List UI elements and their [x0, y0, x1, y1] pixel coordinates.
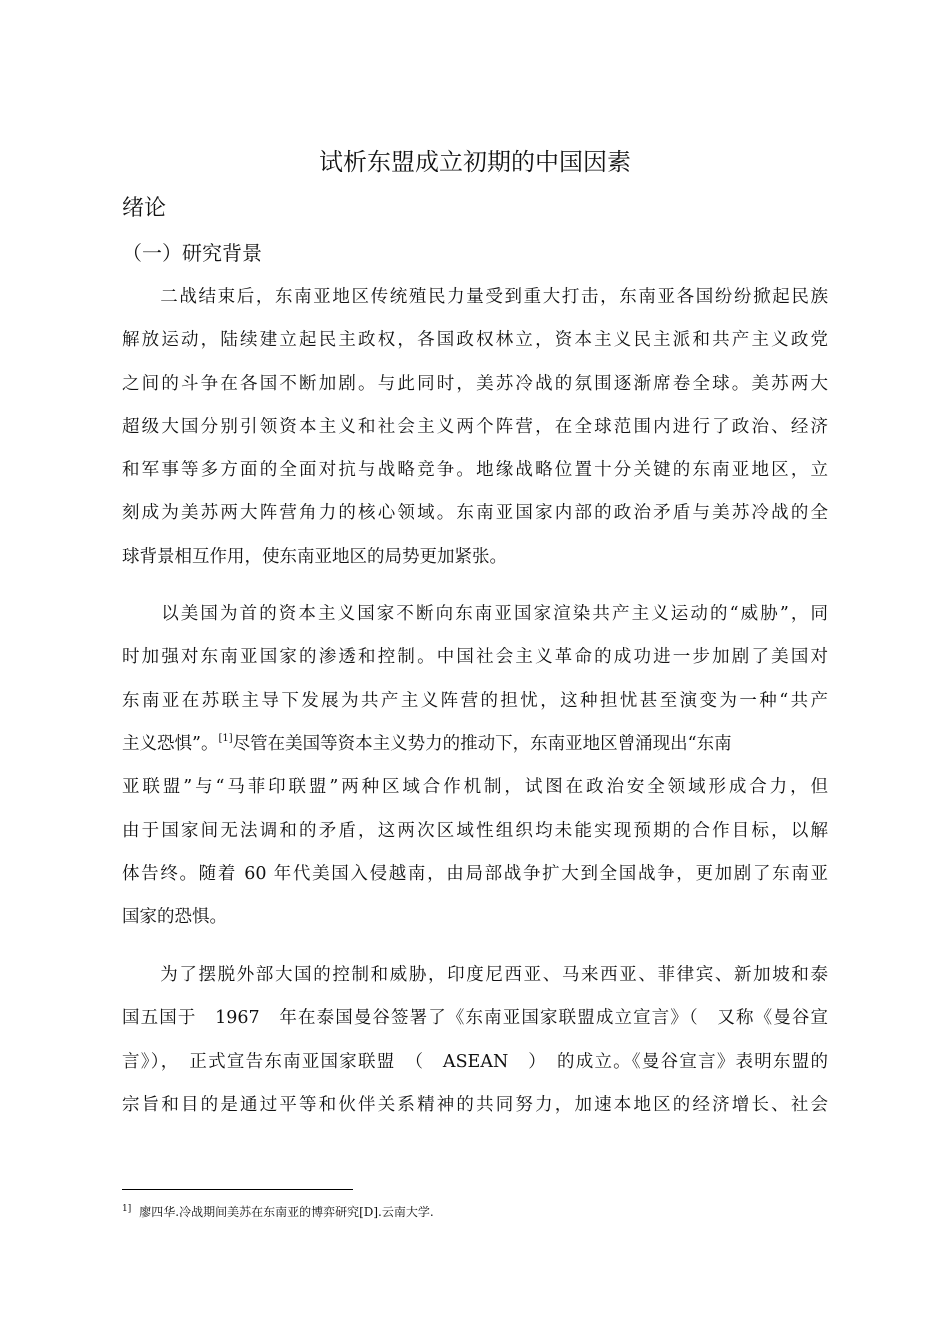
body-line: 二战结束后，东南亚地区传统殖民力量受到重大打击，东南亚各国纷纷掀起民族 — [122, 287, 828, 307]
footnote-separator — [122, 1189, 353, 1190]
body-line: 国五国于 1967 年在泰国曼谷签署了《东南亚国家联盟成立宣言》（ 又称《曼谷宣 — [122, 1008, 828, 1028]
document-title: 试析东盟成立初期的中国因素 — [319, 148, 631, 176]
body-line: 超级大国分别引领资本主义和社会主义两个阵营，在全球范围内进行了政治、经济 — [122, 417, 828, 437]
body-line-with-citation — [122, 731, 828, 760]
body-text: 尽管在美国等资本主义势力的推动下，东南亚地区曾涌现出“东南 — [232, 734, 732, 754]
body-line: 为了摆脱外部大国的控制和威胁，印度尼西亚、马来西亚、菲律宾、新加坡和泰 — [122, 965, 828, 985]
body-line: 刻成为美苏两大阵营角力的核心领域。东南亚国家内部的政治矛盾与美苏冷战的全 — [122, 503, 828, 523]
subsection-heading: （一）研究背景 — [122, 241, 262, 265]
body-line: 球背景相互作用，使东南亚地区的局势更加紧张。 — [122, 547, 507, 567]
body-line: 东南亚在苏联主导下发展为共产主义阵营的担忧，这种担忧甚至演变为一种“共产 — [122, 691, 828, 711]
body-line: 言》）， 正式宣告东南亚国家联盟 （ ASEAN ） 的成立。《曼谷宣言》表明东盟的 — [122, 1052, 828, 1072]
body-line: 体告终。随着 60 年代美国入侵越南，由局部战争扩大到全国战争，更加剧了东南亚 — [122, 864, 828, 884]
section-heading: 绪论 — [122, 196, 167, 221]
footnote-reference[interactable]: [1] — [218, 733, 233, 744]
body-line: 由于国家间无法调和的矛盾，这两次区域性组织均未能实现预期的合作目标，以解 — [122, 821, 828, 841]
body-line: 和军事等多方面的全面对抗与战略竞争。地缘战略位置十分关键的东南亚地区，立 — [122, 460, 828, 480]
body-line: 国家的恐惧。 — [122, 907, 227, 927]
body-line: 亚联盟”与“马菲印联盟”两种区域合作机制，试图在政治安全领域形成合力，但 — [122, 777, 828, 797]
body-line: 之间的斗争在各国不断加剧。与此同时，美苏冷战的氛围逐渐席卷全球。美苏两大 — [122, 374, 828, 394]
body-line: 以美国为首的资本主义国家不断向东南亚国家渲染共产主义运动的“威胁”，同 — [122, 604, 828, 624]
footnote — [122, 1203, 434, 1223]
body-line: 宗旨和目的是通过平等和伙伴关系精神的共同努力，加速本地区的经济增长、社会 — [122, 1095, 828, 1115]
body-text: 主义恐惧”。 — [122, 734, 219, 754]
body-line: 时加强对东南亚国家的渗透和控制。中国社会主义革命的成功进一步加剧了美国对 — [122, 647, 828, 667]
footnote-marker: 1] — [122, 1204, 132, 1214]
footnote-text: 廖四华.冷战期间美苏在东南亚的博弈研究[D].云南大学. — [139, 1205, 434, 1219]
body-line: 解放运动，陆续建立起民主政权，各国政权林立，资本主义民主派和共产主义政党 — [122, 330, 828, 350]
